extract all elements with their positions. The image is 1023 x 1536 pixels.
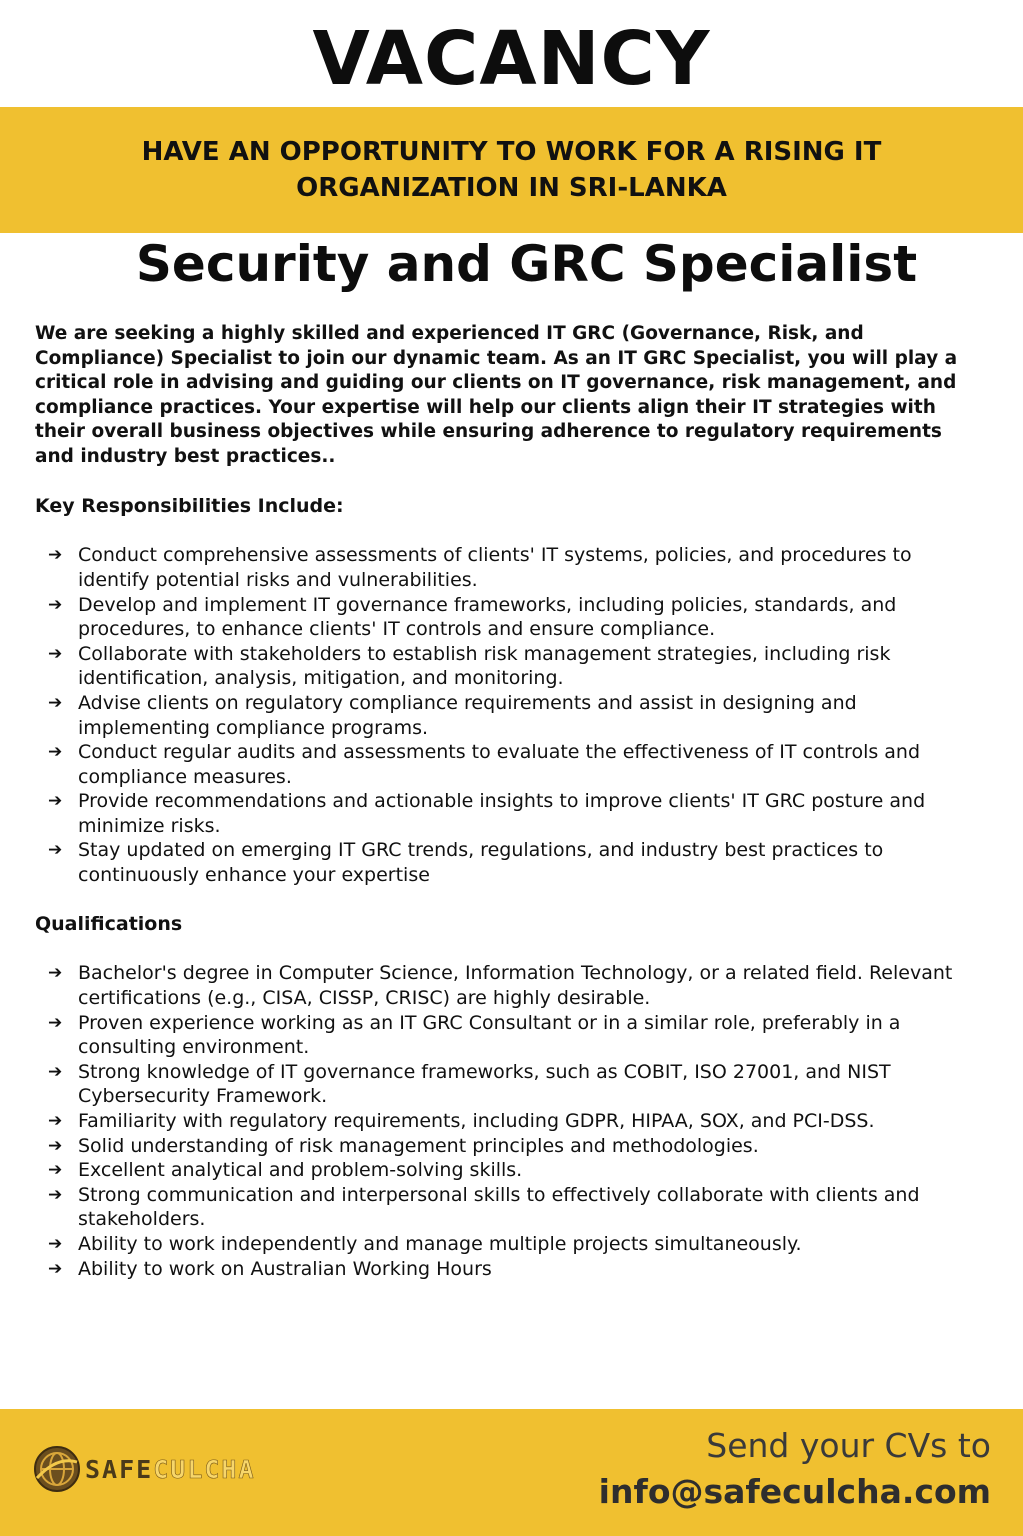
list-item-text: Conduct regular audits and assessments to evaluate the effectiveness of IT controls and compliance measures.: [78, 741, 921, 788]
arrow-icon: ➔: [48, 1061, 63, 1082]
arrow-icon: ➔: [48, 643, 63, 664]
safeculcha-logo: [32, 1442, 282, 1498]
list-item-text: Strong knowledge of IT governance frameworks, such as COBIT, ISO 27001, and NIST Cybersecurity Framework.: [78, 1060, 891, 1108]
logo-wordmark: SAFECULCHA: [85, 1455, 256, 1484]
responsibilities-list: [35, 543, 980, 887]
intro-paragraph: We are seeking a highly skilled and experienced IT GRC (Governance, Risk, and Compliance) Specialist to join our dynamic team. As an IT GRC Specialist, you will play a critical role in advising and guiding our clients on IT governance, risk management, and compliance practices. Your expertise will help our clients align their IT strategies with their overall business objectives while ensuring adherence to regulatory requirements and industry best practices..: [35, 323, 958, 467]
list-item-text: Strong communication and interpersonal skills to effectively collaborate with clients and stakeholders.: [78, 1183, 920, 1231]
globe-shield-icon: [32, 1444, 82, 1494]
list-item: [35, 1060, 980, 1109]
job-description: [35, 322, 980, 1281]
arrow-icon: ➔: [48, 1012, 63, 1033]
list-item-text: Provide recommendations and actionable insights to improve clients' IT GRC posture and minimize risks.: [78, 790, 926, 837]
arrow-icon: ➔: [48, 963, 63, 984]
footer-banner: [0, 1409, 1023, 1536]
opportunity-banner: [0, 107, 1023, 233]
list-item: [35, 1257, 980, 1282]
arrow-icon: ➔: [48, 1258, 63, 1279]
arrow-icon: ➔: [48, 545, 63, 566]
list-item-text: Proven experience working as an IT GRC Consultant or in a similar role, preferably in a consulting environment.: [78, 1011, 901, 1059]
arrow-icon: ➔: [48, 742, 63, 763]
arrow-icon: ➔: [48, 1233, 63, 1254]
arrow-icon: ➔: [48, 1184, 63, 1205]
list-item-text: Familiarity with regulatory requirements, including GDPR, HIPAA, SOX, and PCI-DSS.: [78, 1110, 875, 1132]
list-item: [35, 1183, 980, 1232]
list-item-text: Collaborate with stakeholders to establish risk management strategies, including risk identification, analysis, mitigation, and monitoring.: [78, 642, 891, 690]
cta-text: Send your CVs to: [706, 1426, 991, 1465]
list-item: [35, 740, 980, 789]
list-item: [35, 543, 980, 592]
list-item-text: Stay updated on emerging IT GRC trends, regulations, and industry best practices to continuously enhance your expertise: [78, 839, 884, 887]
list-item: [35, 838, 980, 887]
list-item-text: Develop and implement IT governance frameworks, including policies, standards, and procedures, to enhance clients' IT controls and ensure compliance.: [78, 593, 897, 641]
arrow-icon: ➔: [48, 791, 63, 812]
list-item: [35, 593, 980, 642]
qualifications-list: [35, 961, 980, 1281]
contact-email[interactable]: info@safeculcha.com: [598, 1472, 991, 1511]
arrow-icon: ➔: [48, 594, 63, 615]
list-item: [35, 691, 980, 740]
list-item: [35, 1232, 980, 1257]
list-item: [35, 642, 980, 691]
arrow-icon: ➔: [48, 1160, 63, 1181]
arrow-icon: ➔: [48, 692, 63, 713]
list-item-text: Advise clients on regulatory compliance requirements and assist in designing and implementing compliance programs.: [78, 691, 857, 739]
list-item-text: Conduct comprehensive assessments of clients' IT systems, policies, and procedures to identify potential risks and vulnerabilities.: [78, 544, 912, 591]
list-item: [35, 1134, 980, 1159]
banner-text: HAVE AN OPPORTUNITY TO WORK FOR A RISING IT ORGANIZATION IN SRI-LANKA: [141, 137, 882, 203]
list-item-text: Ability to work on Australian Working Hours: [78, 1257, 492, 1280]
list-item-text: Bachelor's degree in Computer Science, Information Technology, or a related field. Relevant certifications (e.g., CISA, CISSP, CRISC) are highly desirable.: [78, 962, 953, 1010]
list-item-text: Excellent analytical and problem-solving skills.: [78, 1159, 523, 1182]
arrow-icon: ➔: [48, 1111, 63, 1131]
list-item: [35, 961, 980, 1010]
vacancy-headline: VACANCY: [312, 16, 711, 102]
arrow-icon: ➔: [48, 1135, 63, 1156]
list-item: [35, 789, 980, 838]
list-item-text: Ability to work independently and manage multiple projects simultaneously.: [78, 1232, 802, 1255]
list-item: [35, 1011, 980, 1060]
list-item: [35, 1158, 980, 1183]
responsibilities-heading: Key Responsibilities Include:: [35, 495, 344, 518]
arrow-icon: ➔: [48, 840, 63, 861]
list-item: [35, 1109, 980, 1134]
qualifications-heading: Qualifications: [35, 913, 183, 936]
job-title: Security and GRC Specialist: [135, 235, 918, 293]
list-item-text: Solid understanding of risk management principles and methodologies.: [78, 1134, 759, 1157]
